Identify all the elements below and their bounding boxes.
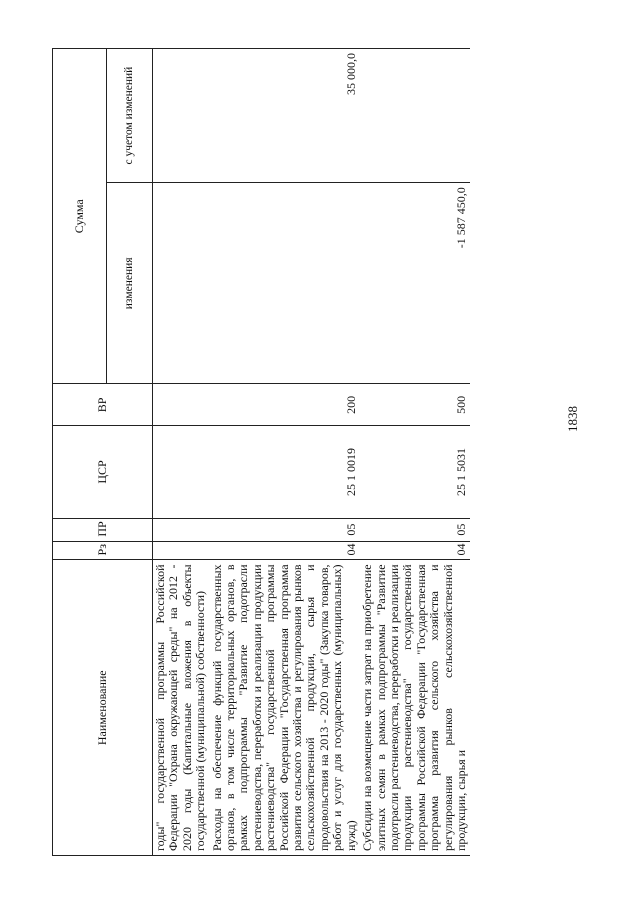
row-name: Расходы на обеспечение функций государственных органов, в том числе территориальных органов, в рамках подпрограммы "Развитие подотрасли растениеводства, переработки и реализации продукции растениеводства" государственной программы Российской Федерации "Государственная программа развития сельского хозяйства и регулирования рынков сельскохозяйственной продукции, сырья и продовольствия на 2013 - 2020 годы" (Закупка товаров, работ и услуг для государственных (муниципальных) нужд) <box>210 560 360 856</box>
table-row <box>153 49 210 856</box>
row-rz: 04 <box>210 541 360 560</box>
header-pr: ПР <box>53 518 153 541</box>
row-pr: 05 <box>360 518 470 541</box>
row-csr: 25 1 0019 <box>210 426 360 518</box>
row-with-changes <box>360 49 470 183</box>
page-number: 1838 <box>565 406 580 432</box>
row-change <box>210 183 360 384</box>
row-change: -1 587 450,0 <box>360 183 470 384</box>
row-vr: 200 <box>210 384 360 426</box>
row-vr <box>153 384 210 426</box>
row-with-changes: 35 000,0 <box>210 49 360 183</box>
row-pr <box>153 518 210 541</box>
header-rz: Рз <box>53 541 153 560</box>
budget-table <box>52 48 470 856</box>
table-row <box>360 49 470 856</box>
header-vr: ВР <box>53 384 153 426</box>
row-pr: 05 <box>210 518 360 541</box>
header-name: Наименование <box>53 560 153 856</box>
row-csr <box>153 426 210 518</box>
row-rz <box>153 541 210 560</box>
row-rz: 04 <box>360 541 470 560</box>
header-csr: ЦСР <box>53 426 153 518</box>
header-sum: Сумма <box>53 49 107 384</box>
rotated-page <box>52 48 592 856</box>
row-vr: 500 <box>360 384 470 426</box>
header-with-changes: с учетом изменений <box>107 49 153 183</box>
row-with-changes <box>153 49 210 183</box>
header-change: изменения <box>107 183 153 384</box>
row-name: годы" государственной программы Российской Федерации "Охрана окружающей среды" на 2012 - 2020 годы (Капитальные вложения в объекты государственной (муниципальной) собственности) <box>153 560 210 856</box>
row-change <box>153 183 210 384</box>
table-row <box>210 49 360 856</box>
row-name: Субсидии на возмещение части затрат на приобретение элитных семян в рамках подпрограммы "Развитие подотрасли растениеводства, переработки и реализации продукции растениеводства" государственной программы Российской Федерации "Государственная программа развития сельского хозяйства и регулирования рынков сельскохозяйственной продукции, сырья и <box>360 560 470 856</box>
row-csr: 25 1 5031 <box>360 426 470 518</box>
